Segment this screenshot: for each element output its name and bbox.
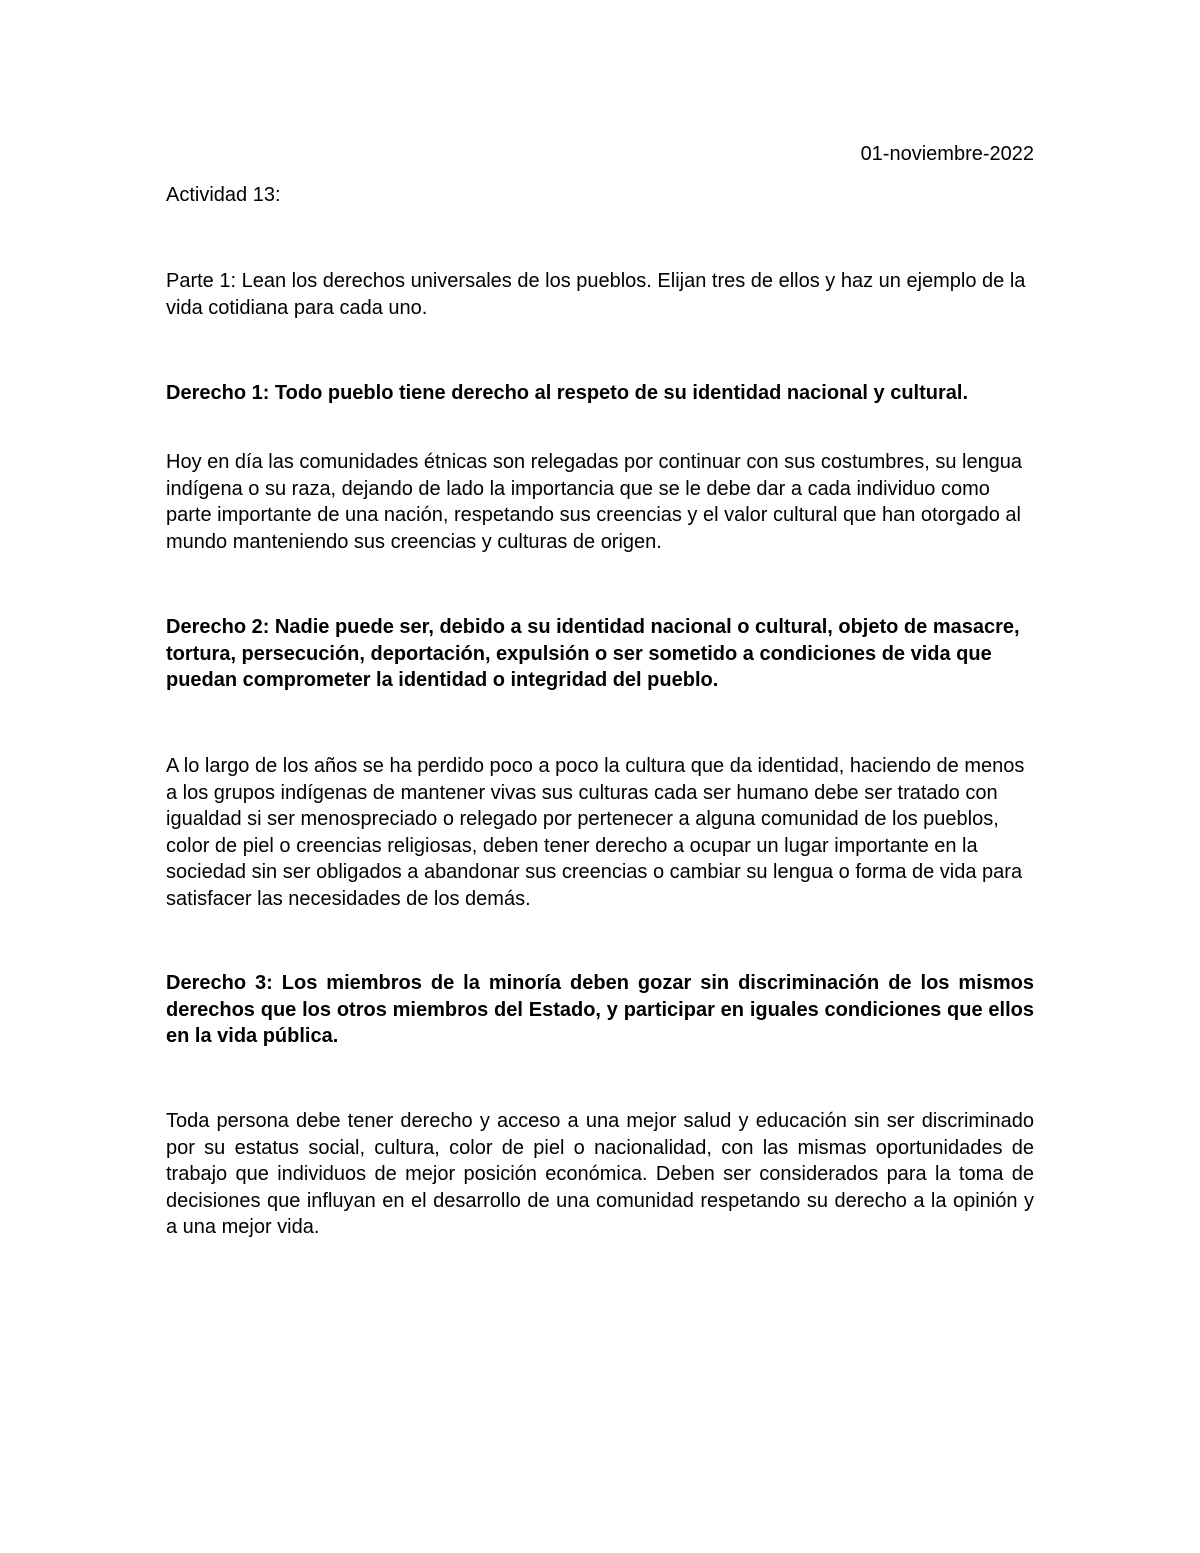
instructions-paragraph: Parte 1: Lean los derechos universales de los pueblos. Elijan tres de ellos y haz un ejemplo de la vida cotidiana para cada uno. xyxy=(166,270,1026,319)
right-1-heading: Derecho 1: Todo pueblo tiene derecho al respeto de su identidad nacional y cultural. xyxy=(166,382,969,404)
activity-title: Actividad 13: xyxy=(166,184,281,206)
right-3-example: Toda persona debe tener derecho y acceso a una mejor salud y educación sin ser discriminado por su estatus social, cultura, color de piel o nacionalidad, con las mismas oportunidades de trabajo que individuos de mejor posición económica. Deben ser considerados para la toma de decisiones que influyan en el desarrollo de una comunidad respetando su derecho a la opinión y a una mejor vida. xyxy=(166,1110,1034,1238)
right-1-example: Hoy en día las comunidades étnicas son relegadas por continuar con sus costumbres, su lengua indígena o su raza, dejando de lado la importancia que se le debe dar a cada individuo como parte importante de una nación, respetando sus creencias y el valor cultural que han otorgado al mundo manteniendo sus creencias y culturas de origen. xyxy=(166,451,1023,553)
right-3-heading: Derecho 3: Los miembros de la minoría deben gozar sin discriminación de los mismos derechos que los otros miembros del Estado, y participar en iguales condiciones que ellos en la vida pública. xyxy=(166,972,1034,1047)
right-2-example: A lo largo de los años se ha perdido poco a poco la cultura que da identidad, haciendo de menos a los grupos indígenas de mantener vivas sus culturas cada ser humano debe ser tratado con igualdad si ser menospreciado o relegado por pertenecer a alguna comunidad de los pueblos, color de piel o creencias religiosas, deben tener derecho a ocupar un lugar importante en la sociedad sin ser obligados a abandonar sus creencias o cambiar su lengua o forma de vida para satisfacer las necesidades de los demás. xyxy=(166,755,1025,910)
right-2-heading: Derecho 2: Nadie puede ser, debido a su identidad nacional o cultural, objeto de masacre, tortura, persecución, deportación, expulsión o ser sometido a condiciones de vida que puedan comprometer la identidad o integridad del pueblo. xyxy=(166,616,1020,691)
document-date: 01-noviembre-2022 xyxy=(860,143,1034,165)
